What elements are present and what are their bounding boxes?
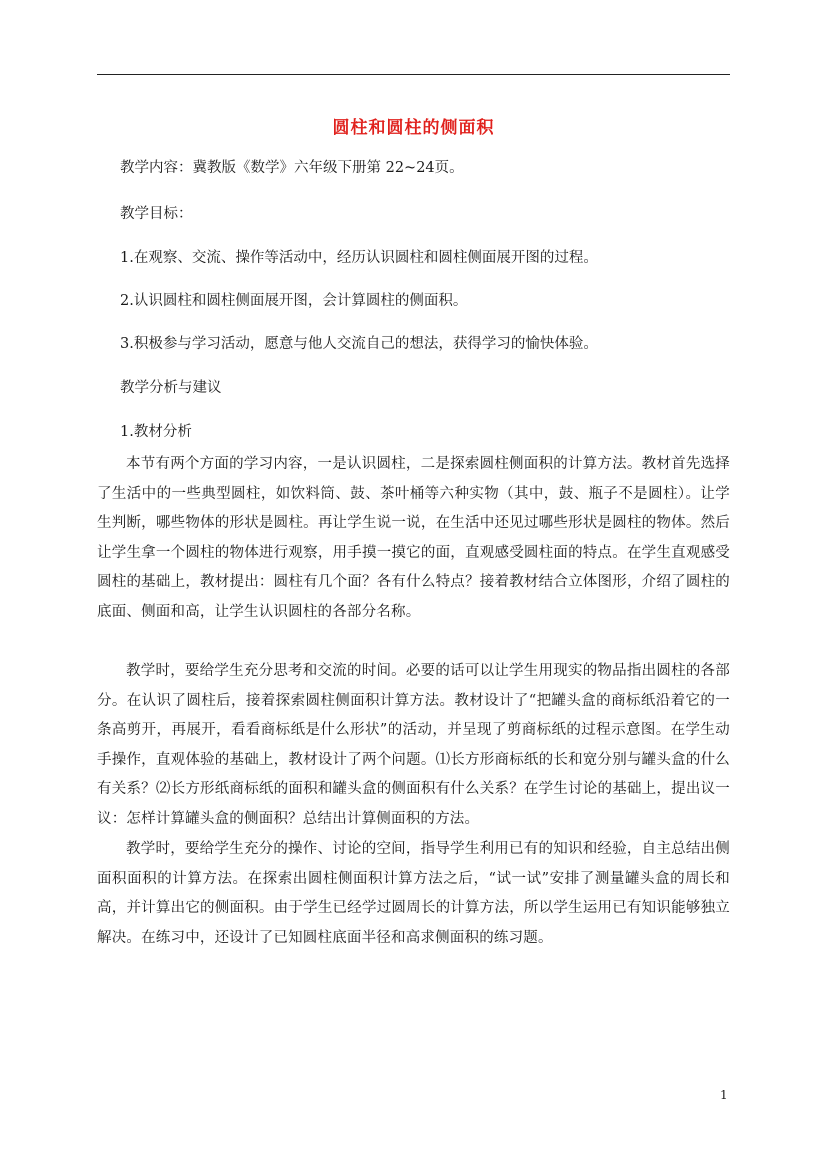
objective-item-2: 2.认识圆柱和圆柱侧面展开图，会计算圆柱的侧面积。: [120, 293, 468, 309]
objectives-heading: 教学目标：: [120, 206, 193, 222]
paragraph-3: 教学时，要给学生充分的操作、讨论的空间，指导学生利用已有的知识和经验，自主总结出侧面积面积的计算方法。在探索出圆柱侧面积计算方法之后，“试一试”安排了测量罐头盒的周长和高，并计算出它的侧面积。由于学生已经学过圆周长的计算方法，所以学生运用已有知识能够独立解决。在练习中，还设计了已知圆柱底面半径和高求侧面积的练习题。: [97, 841, 730, 946]
objective-item-3: 3.积极参与学习活动，愿意与他人交流自己的想法，获得学习的愉快体验。: [120, 336, 598, 352]
header-rule: [97, 74, 730, 75]
material-heading: 1.教材分析: [120, 424, 192, 440]
content-line: 教学内容：冀教版《数学》六年级下册第 22~24页。: [120, 160, 464, 176]
paragraph-1: 本节有两个方面的学习内容，一是认识圆柱，二是探索圆柱侧面积的计算方法。教材首先选择了生活中的一些典型圆柱，如饮料筒、鼓、茶叶桶等六种实物（其中，鼓、瓶子不是圆柱）。让学生判断，哪些物体的形状是圆柱。再让学生说一说，在生活中还见过哪些形状是圆柱的物体。然后让学生拿一个圆柱的物体进行观察，用手摸一摸它的面，直观感受圆柱面的特点。在学生直观感受圆柱的基础上，教材提出：圆柱有几个面？各有什么特点？接着教材结合立体图形，介绍了圆柱的底面、侧面和高，让学生认识圆柱的各部分名称。: [97, 456, 730, 620]
paragraph-2: 教学时，要给学生充分思考和交流的时间。必要的话可以让学生用现实的物品指出圆柱的各部分。在认识了圆柱后，接着探索圆柱侧面积计算方法。教材设计了“把罐头盒的商标纸沿着它的一条高剪开，再展开，看看商标纸是什么形状”的活动，并呈现了剪商标纸的过程示意图。在学生动手操作，直观体验的基础上，教材设计了两个问题。⑴长方形商标纸的长和宽分别与罐头盒的什么有关系？⑵长方形纸商标纸的面积和罐头盒的侧面积有什么关系？在学生讨论的基础上，提出议一议：怎样计算罐头盒的侧面积？总结出计算侧面积的方法。: [97, 663, 730, 827]
page-number: 1: [720, 1088, 728, 1102]
objective-item-1: 1.在观察、交流、操作等活动中，经历认识圆柱和圆柱侧面展开图的过程。: [120, 250, 598, 266]
page-title: 圆柱和圆柱的侧面积: [332, 118, 495, 138]
analysis-heading: 教学分析与建议: [120, 380, 222, 396]
